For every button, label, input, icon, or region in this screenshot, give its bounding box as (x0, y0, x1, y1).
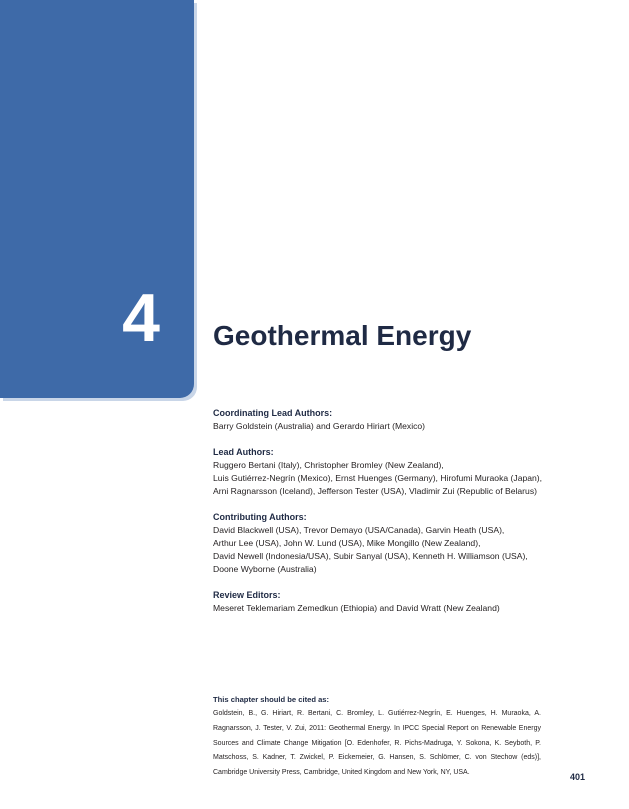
editor-line: Meseret Teklemariam Zemedkun (Ethiopia) and David Wratt (New Zealand) (213, 603, 500, 613)
author-line: Luis Gutiérrez-Negrín (Mexico), Ernst Huenges (Germany), Hirofumi Muraoka (Japan), (213, 473, 543, 483)
review-editors-heading: Review Editors: (213, 590, 281, 600)
author-line: David Blackwell (USA), Trevor Demayo (USA/Canada), Garvin Heath (USA), (213, 525, 505, 535)
lead-authors-section (213, 446, 613, 498)
page-number: 401 (570, 772, 586, 782)
author-line: David Newell (Indonesia/USA), Subir Sanyal (USA), Kenneth H. Williamson (USA), (213, 551, 528, 561)
author-line: Doone Wyborne (Australia) (213, 564, 317, 574)
coordinating-lead-authors-section (213, 407, 613, 433)
author-line: Ruggero Bertani (Italy), Christopher Bromley (New Zealand), (213, 460, 444, 470)
author-line: Barry Goldstein (Australia) and Gerardo Hiriart (Mexico) (213, 421, 426, 431)
author-line: Arthur Lee (USA), John W. Lund (USA), Mike Mongillo (New Zealand), (213, 538, 481, 548)
lead-authors-heading: Lead Authors: (213, 447, 274, 457)
citation-section (213, 694, 541, 781)
contributing-authors-heading: Contributing Authors: (213, 512, 307, 522)
chapter-title: Geothermal Energy (213, 320, 472, 351)
contributing-authors-section (213, 511, 613, 576)
citation-text: Goldstein, B., G. Hiriart, R. Bertani, C. Bromley, L. Gutiérrez-Negrín, E. Huenges, H. Muraoka, A. Ragnarsson, J. Tester, V. Zui, 2011: Geothermal Energy. In IPCC Special Report on Renewable Energy Sources and Climate Change Mitigation [O. Edenhofer, R. Pichs-Madruga, Y. Sokona, K. Seyboth, P. Matschoss, S. Kadner, T. Zwickel, P. Eickemeier, G. Hansen, S. Schlömer, C. von Stechow (eds)], Cambridge University Press, Cambridge, United Kingdom and New York, NY, USA. (213, 710, 541, 777)
author-line: Arni Ragnarsson (Iceland), Jefferson Tester (USA), Vladimir Zui (Republic of Belarus) (213, 486, 537, 496)
coordinating-lead-authors-heading: Coordinating Lead Authors: (213, 408, 333, 418)
review-editors-section (213, 589, 613, 615)
citation-heading: This chapter should be cited as: (213, 695, 330, 704)
chapter-number: 4 (122, 280, 160, 356)
